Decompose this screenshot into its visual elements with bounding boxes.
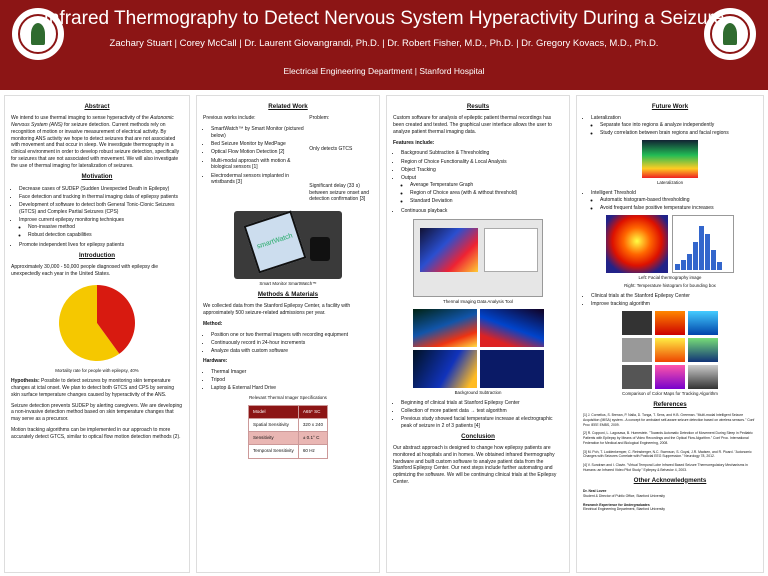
table-row: Spatial Sensitivity 320 x 240	[248, 419, 327, 432]
hypothesis-text: Hypothesis: Possible to detect seizures by monitoring skin temperature changes at ictal onset. We plan to detect both GTCS and CPS by sensing skin surface temperature changes caused by hyperactivity of the ANS.	[11, 378, 175, 398]
list-item: • Beginning of clinical trials at Stanford Epilepsy Center	[401, 400, 563, 407]
introduction-heading: Introduction	[78, 251, 116, 259]
facial-thermal-image	[606, 215, 668, 273]
acknowledgments-heading: Other Acknowledgments	[633, 476, 707, 484]
conclusion-text: Our abstract approach is designed to change how epilepsy patients are monitored at hospitals and in homes. We obtained infrared thermography hardware and built custom software to analyze patient data from the Stanford Epilepsy Center. Our next steps include further automating and optimizing the software. We will be continuing clinical trials at the Epilepsy Center.	[393, 445, 557, 485]
list-item: • Multi-modal approach with motion & biological sensors [1]	[211, 158, 305, 172]
list-item: • Continuous playback	[401, 208, 563, 215]
results-bullets	[393, 400, 563, 430]
smartwatch-photo	[234, 211, 342, 279]
methods-text: We collected data from the Stanford Epilepsy Center, a facility with approximately 500 seizure-related admissions per year.	[203, 303, 351, 317]
method-list	[203, 332, 373, 355]
previous-works-label: Previous works include:	[203, 115, 256, 122]
hardware-label: Hardware:	[203, 357, 228, 364]
column-future	[576, 95, 764, 573]
problem-1: Only detects GTCS	[309, 146, 353, 153]
thermal-image	[420, 228, 478, 272]
list-item: • Decrease cases of SUDEP (Sudden Unexpected Death in Epilepsy)	[19, 186, 183, 193]
pie-caption: Mortality rate for people with epilepsy, 40%	[55, 368, 139, 374]
list-item: • Lateralization ◦ Separate face into regions & analyze independently ◦ Study correlation between brain regions and facial regions	[591, 115, 757, 137]
column-results	[386, 95, 570, 573]
poster-title: Infrared Thermography to Detect Nervous System Hyperactivity During a Seizure	[43, 8, 725, 29]
list-item: • Tripod	[211, 377, 373, 384]
introduction-para2: Seizure detection prevents SUDEP by alerting caregivers. We are developing a non-invasive detection method based on skin temperature changes that may serve as a precursor.	[11, 402, 183, 423]
abstract-text: We intend to use thermal imaging to sense hyperactivity of the Autonomic Nervous System (ANS) for seizure detection. Current methods rely on recognition of motion or invasive measurement of electrical activity. By monitoring ANS activity we hope to detect seizures that are not associated with movement and that occur in sleep. We investigate thermography in a clinical environment in order to develop robust seizure detection, specifically for seizures that are not associated with movement. We will also investigate the use of thermal imaging for lateralization of seizures.	[11, 115, 180, 169]
reference-item: [4] V. Sundram and I. Clavin. "Virtual Temporal Lobe Infrared Based Seizure Thermoregulatory Mechanisms in Humans: an Infrared Video Pilot Study." Epilepsy & Behavior 4, 2003.	[583, 463, 748, 472]
list-item: ◦ Avoid frequent false positive temperature increases	[600, 205, 757, 212]
temperature-histogram	[672, 215, 734, 273]
motivation-list	[11, 186, 183, 249]
list-item: • Improve current epilepsy monitoring techniques ◦ Non-invasive method ◦ Robust detection capabilities	[19, 217, 183, 239]
related-work-heading: Related Work	[268, 103, 308, 110]
list-item: • Bed Seizure Monitor by MedPage	[211, 141, 305, 148]
reference-item: [2] R. Copponi, L. Lagosava, B. Humestein. "Towards Automatic Detection of Movement During Sleep in Pediatric Patients with Epilepsy by Means of Video Recordings and the Optical Flow Algorithm." Conf Proc. International Federation for Medical and Biological Engineering, 2008.	[583, 431, 753, 445]
list-item: • Thermal Imager	[211, 369, 373, 376]
reference-item: [1] J. Cornelius, S. Brenan, P. Nalla, D. Tonga, T. Sens, and H.B. Greeman. "Multi-modal Intelligent Seizure Acquisition (MISA) system - A concept for ambulant self-aware seizure detection based on wireless sensors." Conf Proc IEEE EMBS, 2009.	[583, 412, 755, 427]
list-item: • SmartWatch™ by Smart Monitor (pictured below)	[211, 126, 305, 140]
poster-header	[0, 0, 768, 90]
list-item: ◦ Robust detection capabilities	[28, 232, 183, 239]
lateralization-caption: Lateralization	[656, 180, 684, 186]
motivation-heading: Motivation	[81, 173, 113, 181]
conclusion-heading: Conclusion	[461, 432, 495, 440]
ack-role: Student & Director of Public Office, Stanford University	[583, 493, 665, 498]
list-item: • Continuously record in 24-hour increments	[211, 340, 373, 347]
references-list	[583, 413, 757, 473]
list-item: • Development of software to detect both General Tonic-Clonic Seizures (GTCS) and Complex Partial Seizures (CPS)	[19, 202, 183, 216]
list-item: • Position one or two thermal imagers with recording equipment	[211, 332, 373, 339]
background-subtraction-figure	[408, 309, 548, 388]
ack-name: Dr. Neal Lovee	[583, 488, 607, 493]
reference-item: [3] M. Poh, T. Loddenkemper, C. Reinsberger, N.C. Swenson, S. Goyal, J.R. Madsen, and R. Picard. "Autonomic Changes with Seizures Correlate with Postictal EEG Suppression." Neurology 78, 2012.	[583, 449, 752, 459]
hardware-list	[203, 369, 373, 392]
list-item: • Laptop & External Hard Drive	[211, 385, 373, 392]
problem-label: Problem:	[309, 115, 330, 122]
future-list	[583, 115, 757, 137]
methods-heading: Methods & Materials	[257, 291, 319, 299]
list-item: ◦ Standard Deviation	[410, 198, 563, 205]
histogram-caption-2: Right: Temperature histogram for bounding box	[624, 282, 716, 288]
temperature-graph	[484, 228, 538, 272]
smartwatch-device-icon	[310, 237, 330, 261]
list-item: • Background Subtraction & Thresholding	[401, 150, 563, 157]
features-label: Features include:	[393, 139, 435, 146]
department-line: Electrical Engineering Department | Stanford Hospital	[283, 66, 485, 76]
histogram-caption-1: Left: Facial thermography image	[638, 274, 702, 280]
list-item: ◦ Automatic histogram-based thresholding	[600, 197, 757, 204]
smartwatch-caption: Smart Monitor SmartWatch™	[259, 281, 317, 287]
mortality-pie-chart	[42, 282, 152, 364]
analysis-tool-caption: Thermal Imaging Data Analysis Tool	[443, 298, 513, 304]
spec-table	[248, 405, 328, 459]
references-heading: References	[653, 400, 687, 408]
background-subtraction-caption: Background Subtraction	[454, 389, 502, 395]
list-item: ◦ Region of Choice area (with & without threshold)	[410, 190, 563, 197]
column-abstract	[4, 95, 190, 573]
analysis-tool-screenshot	[413, 219, 543, 297]
list-item: ◦ Separate face into regions & analyze independently	[600, 122, 757, 129]
list-item: ◦ Non-invasive method	[28, 224, 183, 231]
spec-table-caption: Relevant Thermal Imager Specifications	[249, 394, 327, 400]
list-item: • Electrodermal sensors implanted in wristbands [3]	[211, 173, 305, 187]
colormap-caption: Comparison of Color Maps for Tracking Algorithm	[622, 390, 718, 396]
column-related-methods	[196, 95, 380, 573]
results-heading: Results	[466, 103, 490, 110]
lateralization-image	[642, 140, 698, 178]
list-item: • Improve tracking algorithm	[591, 301, 757, 308]
author-list: Zachary Stuart | Corey McCall | Dr. Laurent Giovangrandi, Ph.D. | Dr. Robert Fisher, M.D., Ph.D. | Dr. Gregory Kovacs, M.D., Ph.D.	[109, 38, 659, 49]
table-row: Model A65* SC	[248, 405, 327, 418]
table-row: Sensitivity ± 0.1° C	[248, 432, 327, 445]
list-item: • Output ◦ Average Temperature Graph ◦ Region of Choice area (with & without threshold) ◦ Standard Deviation	[401, 175, 563, 205]
ack-grant: Research Experience for Undergraduates	[583, 502, 650, 507]
list-item: • Intelligent Threshold ◦ Automatic histogram-based thresholding ◦ Avoid frequent false positive temperature increases	[591, 190, 757, 212]
list-item: ◦ Average Temperature Graph	[410, 182, 563, 189]
method-label: Method:	[203, 320, 223, 327]
list-item: • Clinical trials at the Stanford Epilepsy Center	[591, 293, 757, 300]
introduction-text: Approximately 30,000 - 50,000 people diagnosed with epilepsy die unexpectedly each year in the United States.	[11, 264, 159, 277]
smartwatch-phone-screen: smartWatch	[243, 211, 306, 274]
list-item: • Analyze data with custom software	[211, 348, 373, 355]
ack-grant-sub: Electrical Engineering Department, Stanford University	[583, 507, 665, 512]
list-item: • Collection of more patient data → test algorithm	[401, 408, 563, 415]
list-item: • Optical Flow Motion Detection [2]	[211, 149, 305, 156]
list-item: ◦ Study correlation between brain regions and facial regions	[600, 130, 757, 137]
table-row: Temporal Sensitivity 60 Hz	[248, 445, 327, 458]
future-work-heading: Future Work	[651, 103, 689, 110]
results-text: Custom software for analysis of epileptic patient thermal recordings has been created and tested. The graphical user interface allows the user to analyze patient thermal imaging data.	[393, 115, 552, 135]
problem-2: Significant delay (33 s) between seizure onset and detection confirmation [3]	[309, 182, 370, 203]
abstract-heading: Abstract	[84, 103, 110, 110]
histogram-figure	[583, 215, 757, 273]
related-list	[203, 126, 305, 186]
features-list	[393, 150, 563, 215]
list-item: • Object Tracking	[401, 167, 563, 174]
list-item: • Previous study showed facial temperature increase at electrographic peak of seizure in 2 of 3 patients [4]	[401, 416, 563, 430]
list-item: • Face detection and tracking in thermal imaging data of epilepsy patients	[19, 194, 183, 201]
list-item: • Promote independent lives for epilepsy patients	[19, 242, 183, 249]
list-item: • Region of Choice Functionality & Local Analysis	[401, 159, 563, 166]
colormap-comparison-figure	[583, 311, 757, 389]
introduction-para3: Motion tracking algorithms can be implemented in our approach to more accurately detect GTCS, similar to optical flow motion detection methods (2).	[11, 426, 181, 440]
